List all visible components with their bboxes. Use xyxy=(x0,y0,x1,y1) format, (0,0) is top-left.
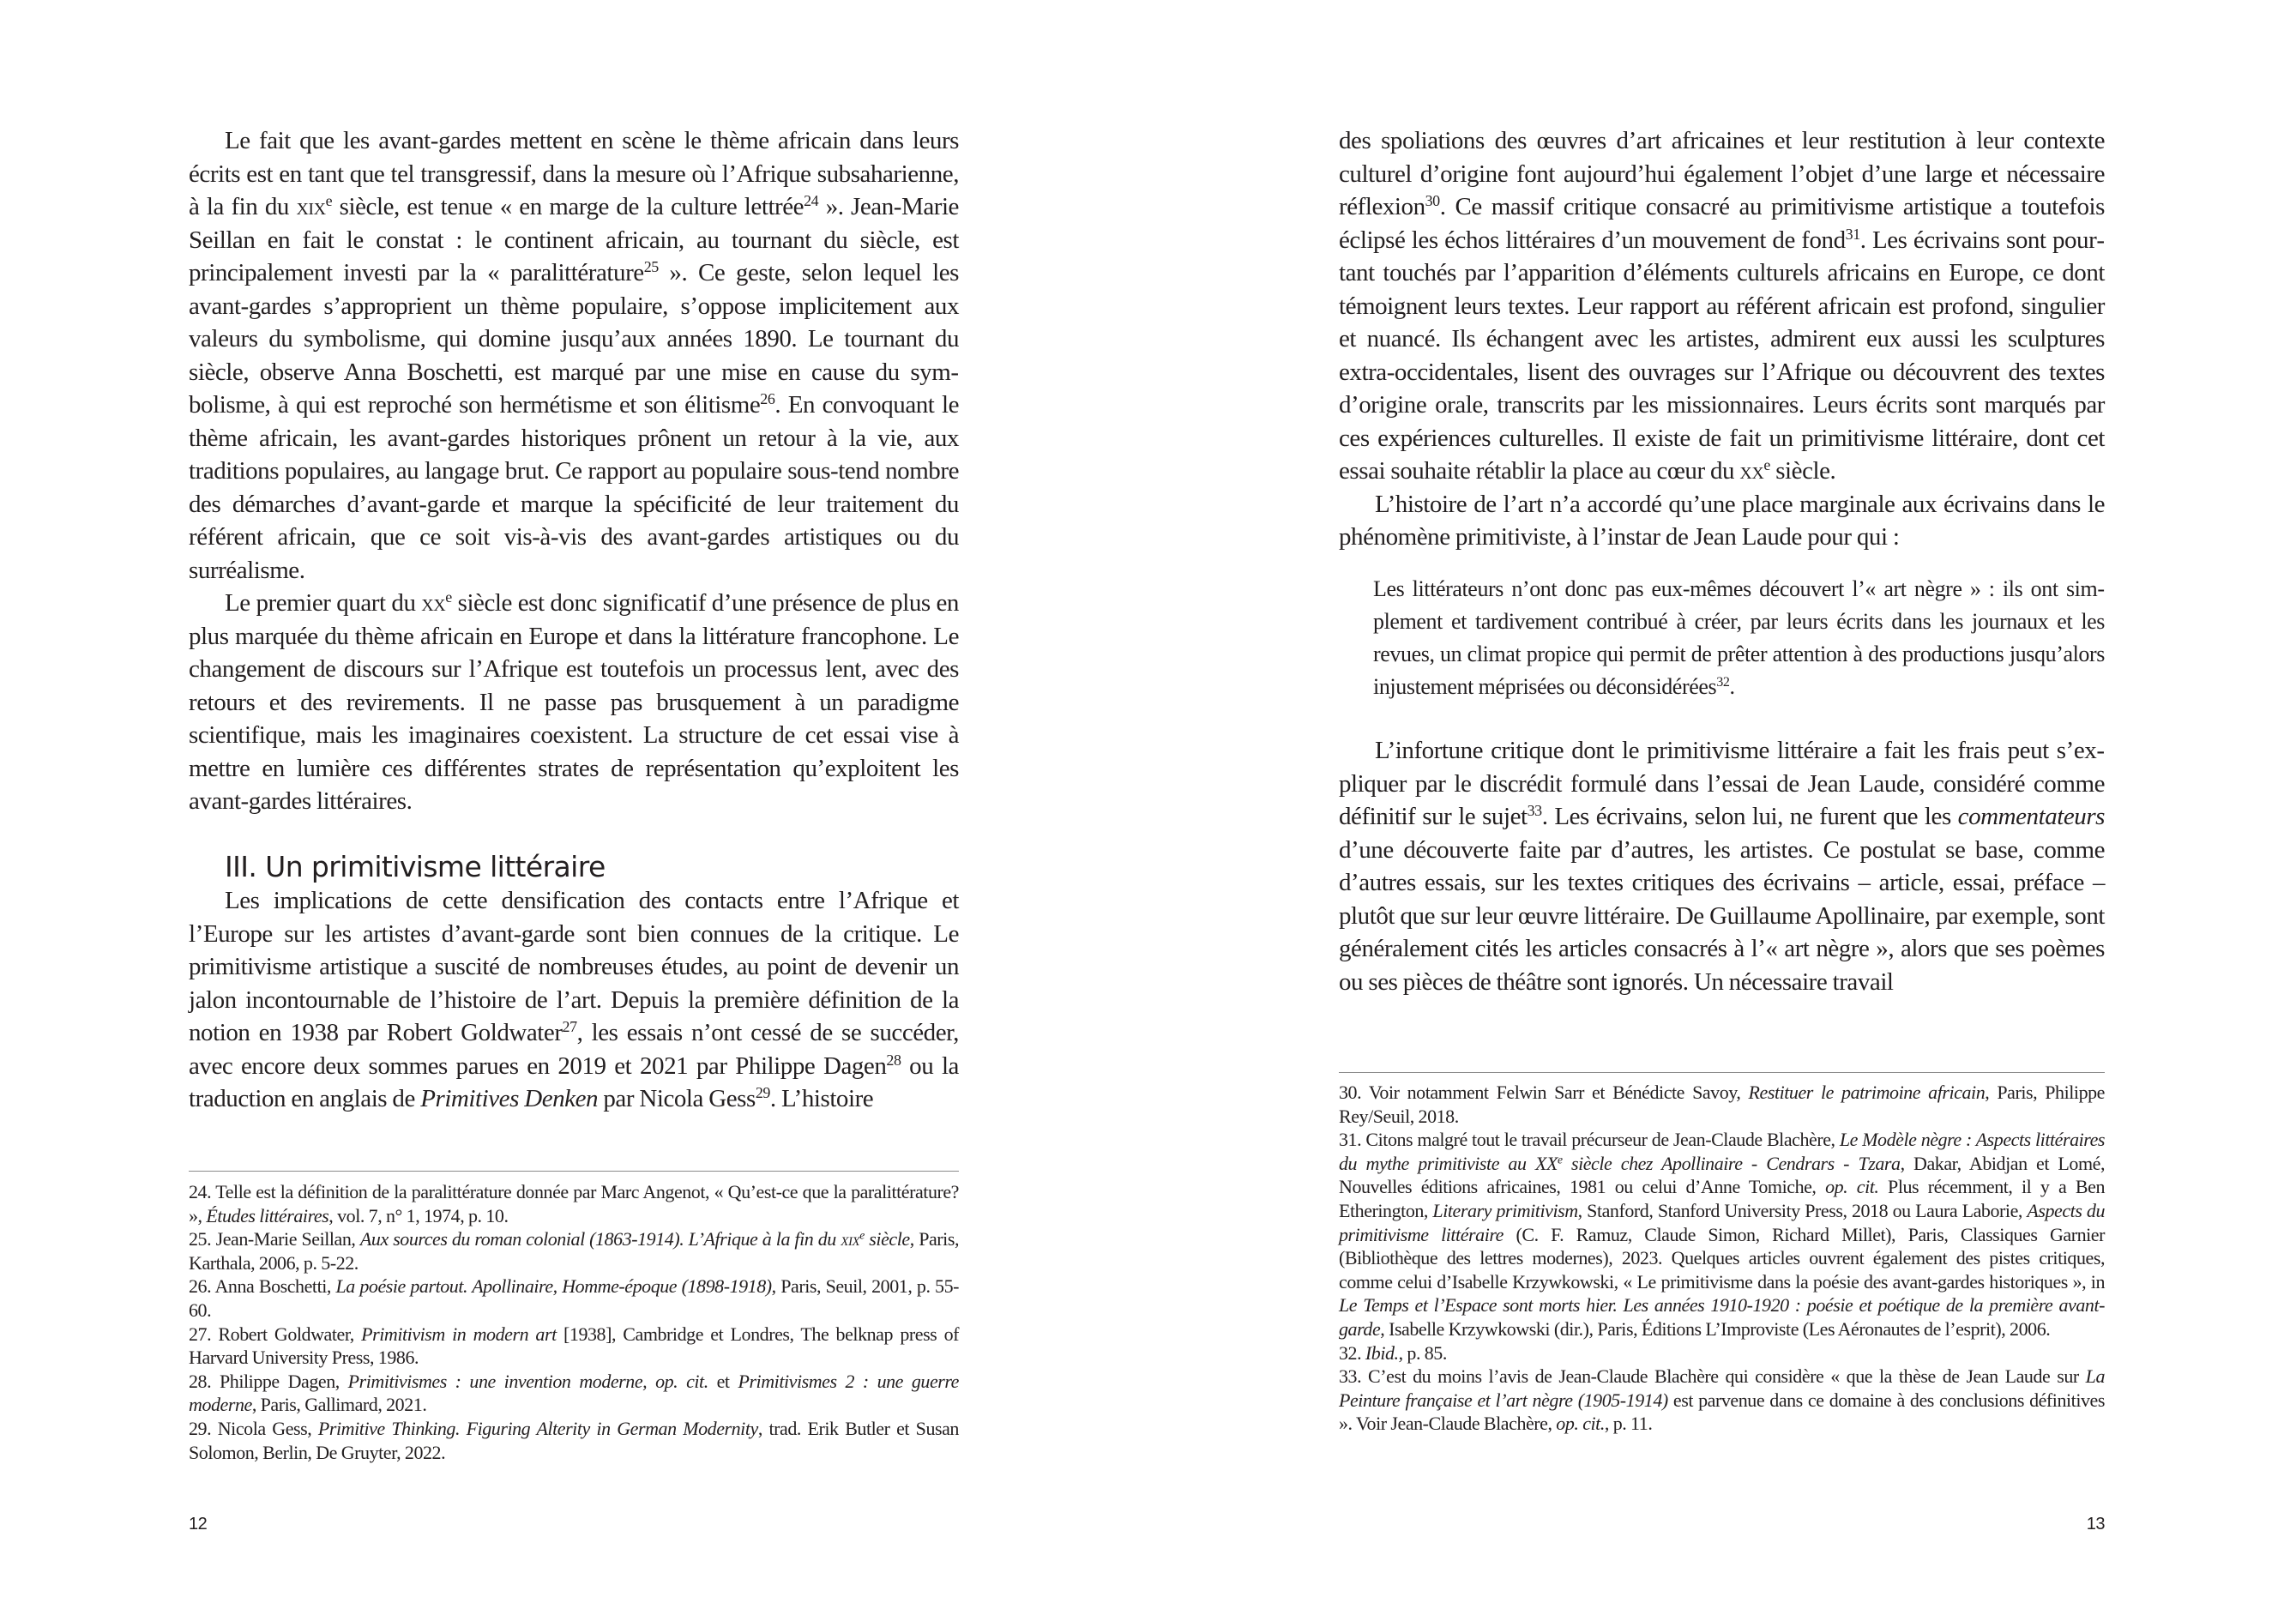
footnote-rule xyxy=(189,1171,959,1172)
right-page xyxy=(1148,0,2296,1621)
right-footnotes xyxy=(1339,1081,2105,1436)
italic-text: op. cit. xyxy=(1556,1413,1605,1435)
text-run: et xyxy=(708,1370,738,1392)
italic-text: Primitivismes : une invention moderne, op. cit. xyxy=(347,1370,708,1392)
italic-text: siècle xyxy=(864,1228,910,1250)
superscript: 24 xyxy=(804,192,819,210)
superscript: 29 xyxy=(755,1084,770,1102)
text-run: Les implications de cette densification des contacts entre l’Afrique et l’Europe sur les artistes d’avant-garde sont bien connues de la critique. Le primitivisme artistique a suscité de nombreuses études, au point de devenir un jalon incontournable de l’histoire de l’art. Depuis la première définition de la notion en 1938 par Robert Goldwater xyxy=(189,887,959,1046)
left-footnotes xyxy=(189,1180,959,1464)
superscript: 27 xyxy=(562,1018,577,1036)
text-run: , p. 11. xyxy=(1604,1413,1653,1435)
right-body-text xyxy=(1339,124,2105,554)
text-run: Les littérateurs n’ont donc pas eux-mêmes découvert l’« art nègre » : ils ont simplement et tardivement contribué à créer, par leurs écrits dans les journaux et les revues, un climat propice qui permit de prêter attention à des productions jusqu’alors injustement méprisées ou déconsidérées xyxy=(1373,576,2105,699)
text-run: des spoliations des œuvres d’art africaines et leur restitution à leur contexte culturel d’origine font aujourd’hui également l’objet d’une large et nécessaire réflexion xyxy=(1339,127,2105,220)
text-run: d’une découverte faite par d’autres, les artistes. Ce postulat se base, comme d’autres essais, sur les textes critiques des écrivains – article, essai, préface – plutôt que sur leur œuvre littéraire. De Guillaume Apollinaire, par exemple, sont généralement cités les articles consacrés à l’« art nègre », alors que ses poèmes ou ses pièces de théâtre sont ignorés. Un nécessaire travail xyxy=(1339,835,2105,996)
footnote xyxy=(189,1180,959,1227)
text-run: . Les écrivains, selon lui, ne furent que les xyxy=(1541,803,1958,830)
section-heading: III. Un primitivisme littéraire xyxy=(225,850,606,883)
quote-paragraph xyxy=(1373,573,2105,703)
text-run: , p. 85. xyxy=(1398,1341,1447,1364)
italic-text: Primitivism in modern art xyxy=(361,1323,557,1345)
italic-text: Restituer le patrimoine africain xyxy=(1748,1082,1986,1103)
footnote-rule xyxy=(1339,1072,2105,1073)
text-run: 31. Citons malgré tout le travail précurseur de Jean-Claude Blachère, xyxy=(1339,1129,1840,1151)
superscript: e xyxy=(445,588,452,606)
text-run: , vol. 7, n° 1, 1974, p. 10. xyxy=(328,1204,509,1226)
text-run: , Paris, Philippe Rey/Seuil, 2018. xyxy=(1339,1082,2105,1127)
text-run: ou la traduction en anglais de xyxy=(189,1052,959,1112)
text-run: 25. Jean-Marie Seillan, xyxy=(189,1228,360,1250)
section-body-text xyxy=(189,884,959,1116)
italic-text: Ibid. xyxy=(1365,1341,1399,1364)
text-run: xx xyxy=(421,589,446,617)
right-body-text-continued xyxy=(1339,734,2105,998)
italic-text: Le Modèle nègre : Aspects littéraires du mythe primitiviste au XX xyxy=(1339,1129,2106,1174)
section-heading-block xyxy=(225,851,959,883)
superscript: 30 xyxy=(1425,192,1440,210)
superscript: e xyxy=(1557,1153,1563,1166)
footnote xyxy=(189,1275,959,1322)
italic-text: Le Temps et l’Espace sont morts hier. Les années 1910-1920 : poésie et poétique de la première avant-garde xyxy=(1339,1294,2105,1340)
paragraph xyxy=(189,884,959,1116)
text-run: 27. Robert Goldwater, xyxy=(189,1323,362,1345)
text-run: . L’histoire xyxy=(769,1085,874,1112)
italic-text: commentateurs xyxy=(1957,803,2105,830)
left-body-text xyxy=(189,124,959,818)
text-run: 33. C’est du moins l’avis de Jean-Claude Blachère qui considère « que la thèse de Jean Laude sur xyxy=(1339,1365,2086,1388)
text-run: L’infortune critique dont le primitivisme littéraire a fait les frais peut s’expliquer par le discrédit formulé dans l’essai de Jean Laude, considéré comme définitif sur le sujet xyxy=(1339,737,2105,830)
superscript: e xyxy=(325,192,333,210)
text-run: ». Jean-Marie Seillan en fait le constat : le continent africain, au tournant du siècle, est principalement investi par la « paralittérature xyxy=(189,193,959,286)
text-run: siècle, est tenue « en marge de la culture lettrée xyxy=(332,193,805,220)
text-run: , Dakar, Abidjan et Lomé, Nouvelles éditions africaines, 1981 ou celui d’Anne Tomiche, xyxy=(1339,1152,2105,1198)
footnote xyxy=(189,1227,959,1275)
text-run: par Nicola Gess xyxy=(598,1085,756,1112)
text-run: , Isabelle Krzywkowski (dir.), Paris, Éditions L’Improviste (Les Aéronautes de l’esprit), 2006. xyxy=(1380,1317,2051,1340)
text-run: Plus récemment, il y a Ben Etherington, xyxy=(1339,1176,2106,1221)
paragraph xyxy=(1339,488,2105,554)
text-run: 32. xyxy=(1339,1341,1365,1364)
paragraph xyxy=(189,587,959,818)
page-number-left: 12 xyxy=(189,1515,208,1534)
text-run: , Paris, Seuil, 2001, p. 55-60. xyxy=(189,1275,960,1321)
italic-text: La Peinture française et l’art nègre (1905-1914) xyxy=(1339,1365,2105,1411)
text-run: , trad. Erik Butler et Susan Solomon, Berlin, De Gruyter, 2022. xyxy=(189,1417,959,1463)
text-run: . Les écrivains sont pourtant touchés par l’apparition d’éléments culturels africains en Europe, ce dont témoignent leurs textes. Leur rapport au référent africain est profond, singulier et nuancé. Ils échangent avec les artistes, admirent eux aussi les sculptures extra-occidentales, lisent des ouvrages sur l’Afrique ou découvrent des textes d’origine orale, transcrits par les missionnaires. Leurs écrits sont marqués par ces expériences culturelles. Il existe de fait un primitivisme littéraire, dont cet essai souhaite rétablir la place au cœur du xyxy=(1339,226,2105,485)
italic-text: Primitive Thinking. Figuring Alterity in German Modernity xyxy=(317,1417,758,1439)
italic-text: xix xyxy=(841,1228,860,1250)
superscript: 26 xyxy=(760,390,775,408)
page-number-right: 13 xyxy=(2086,1515,2105,1534)
italic-text: La poésie partout. Apollinaire, Homme-époque (1898-1918) xyxy=(335,1275,772,1298)
footnote xyxy=(1339,1341,2105,1365)
text-run: , les essais n’ont cessé de se succéder, avec encore deux sommes parues en 2019 et 2021 par Philippe Dagen xyxy=(189,1019,959,1080)
italic-text: Aux sources du roman colonial (1863-1914). L’Afrique à la fin du xyxy=(359,1228,841,1250)
footnote xyxy=(1339,1081,2105,1128)
text-run: siècle. xyxy=(1769,457,1836,485)
text-run: xix xyxy=(296,193,326,220)
text-run: est parvenue dans ce domaine à des conclusions définitives ». Voir Jean-Claude Blachère, xyxy=(1339,1389,2105,1435)
superscript: e xyxy=(859,1228,865,1242)
paragraph xyxy=(1339,124,2105,488)
paragraph xyxy=(1339,734,2105,998)
text-run: Le premier quart du xyxy=(225,589,422,617)
text-run: , Stanford, Stanford University Press, 2018 ou Laura Laborie, xyxy=(1577,1199,2028,1221)
italic-text: Primitivismes 2 : une guerre moderne xyxy=(189,1370,959,1416)
text-run: [1938], Cambridge et Londres, The belknap press of Harvard University Press, 1986. xyxy=(189,1323,959,1369)
superscript: 31 xyxy=(1845,225,1860,243)
italic-text: Aspects du primitivisme littéraire xyxy=(1339,1199,2105,1245)
footnote xyxy=(189,1417,959,1464)
text-run: (C. F. Ramuz, Claude Simon, Richard Millet), Paris, Classiques Garnier (Bibliothèque des lettres modernes), 2023. Quelques articles ouvrent également des pistes critiques, comme celui d’Isabelle Krzywkowski, « Le primitivisme dans la poésie des avant-gardes historiques », in xyxy=(1339,1223,2105,1293)
block-quote xyxy=(1373,573,2105,703)
text-run: siècle est donc significatif d’une présence de plus en plus marquée du thème africain en Europe et dans la littérature francophone. Le changement de discours sur l’Afrique est toutefois un processus lent, avec des retours et des revirements. Il ne passe pas brusquement à un paradigme scientifique, mais les imaginaires coexistent. La structure de cet essai vise à mettre en lumière ces différentes strates de représentation qu’exploitent les avant-gardes littéraires. xyxy=(189,589,959,815)
text-run: ». Ce geste, selon lequel les avant-gardes s’approprient un thème populaire, s’oppose implicitement aux valeurs du symbolisme, qui domine jusqu’aux années 1890. Le tournant du siècle, observe Anna Boschetti, est marqué par une mise en cause du symbolisme, à qui est reproché son hermétisme et son élitisme xyxy=(189,259,959,419)
text-run: , Paris, Gallimard, 2021. xyxy=(251,1394,427,1416)
superscript: 33 xyxy=(1527,802,1542,820)
text-run: Le fait que les avant-gardes mettent en scène le thème africain dans leurs écrits est en tant que tel transgressif, dans la mesure où l’Afrique subsaharienne, à la fin du xyxy=(189,127,959,220)
footnote xyxy=(189,1323,959,1370)
text-run: 29. Nicola Gess, xyxy=(189,1417,318,1439)
footnote xyxy=(1339,1128,2105,1341)
footnote xyxy=(189,1370,959,1417)
italic-text: Primitives Denken xyxy=(420,1085,599,1112)
italic-text: op. cit. xyxy=(1825,1176,1879,1198)
text-run: . En convoquant le thème africain, les avant-gardes historiques prônent un retour à la vie, aux traditions populaires, au langage brut. Ce rapport au populaire sous-tend nombre des démarches d’avant-garde et marque la spécificité de leur traitement du référent africain, que ce soit vis-à-vis des avant-gardes artistiques ou du surréalisme. xyxy=(189,391,959,584)
text-run: 26. Anna Boschetti, xyxy=(189,1275,336,1298)
superscript: e xyxy=(1763,456,1770,474)
italic-text: Études littéraires xyxy=(206,1204,329,1226)
text-run: 24. Telle est la définition de la paralittérature donnée par Marc Angenot, « Qu’est-ce que la paralittérature? », xyxy=(189,1181,959,1226)
italic-text: siècle chez Apollinaire - Cendrars - Tzara xyxy=(1562,1152,1901,1174)
text-run: , Paris, Karthala, 2006, p. 5-22. xyxy=(189,1228,959,1274)
italic-text: Literary primitivism xyxy=(1432,1199,1578,1221)
text-run: 30. Voir notamment Felwin Sarr et Bénédicte Savoy, xyxy=(1339,1082,1749,1103)
text-run: 28. Philippe Dagen, xyxy=(189,1370,348,1392)
text-run: . Ce massif critique consacré au primitivisme artistique a toutefois éclipsé les échos littéraires d’un mouvement de fond xyxy=(1339,193,2105,254)
text-run: . xyxy=(1729,674,1735,699)
text-run: L’histoire de l’art n’a accordé qu’une place marginale aux écrivains dans le phénomène primitiviste, à l’instar de Jean Laude pour qui : xyxy=(1339,490,2105,551)
footnote xyxy=(1339,1365,2105,1436)
text-run: xx xyxy=(1739,457,1764,485)
paragraph xyxy=(189,124,959,587)
superscript: 28 xyxy=(886,1051,901,1069)
superscript: 32 xyxy=(1716,675,1730,690)
superscript: 25 xyxy=(643,258,659,276)
